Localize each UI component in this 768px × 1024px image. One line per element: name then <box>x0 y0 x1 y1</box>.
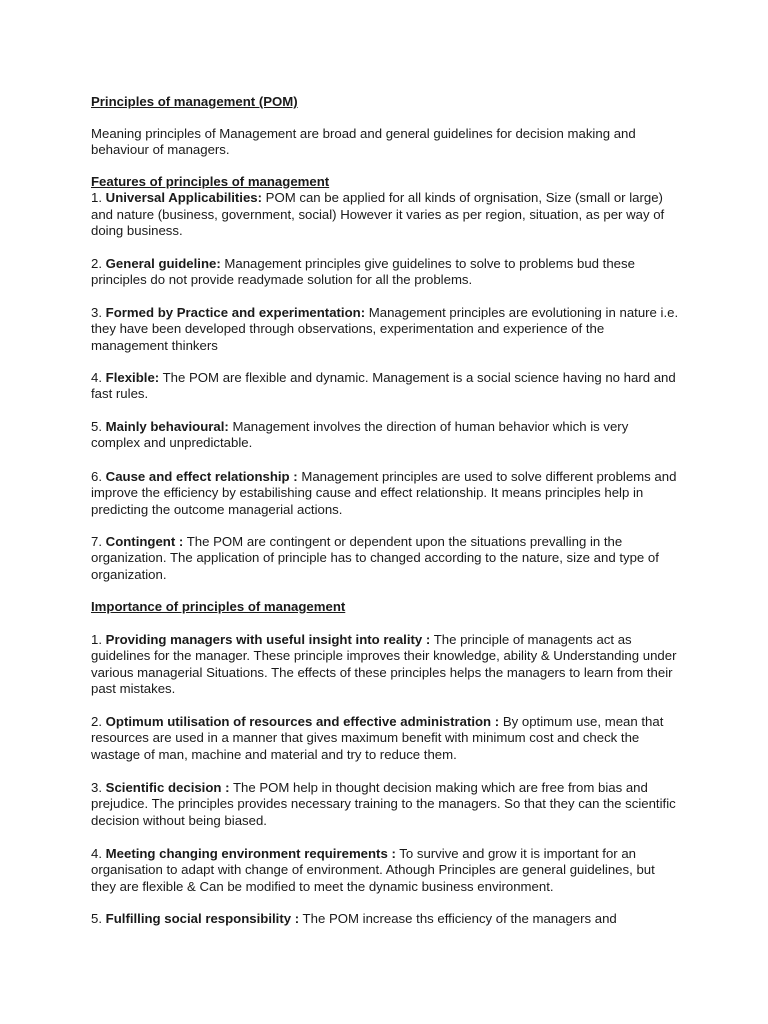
item-term: Cause and effect relationship : <box>105 469 298 484</box>
meaning-paragraph: Meaning principles of Management are broad and general guidelines for decision making and behaviour of managers. <box>91 126 636 158</box>
item-term: Mainly behavioural: <box>105 419 229 434</box>
importance-item-1 <box>91 632 681 697</box>
item-text: Management involves the direction of human behavior which is very complex and unpredictable. <box>91 419 629 451</box>
item-text: The POM are flexible and dynamic. Management is a social science having no hard and fast rules. <box>91 370 676 402</box>
feature-item-1 <box>91 174 681 239</box>
document-title: Principles of management (POM) <box>91 94 298 109</box>
item-number: 1. <box>91 632 102 647</box>
item-number: 5. <box>91 911 102 926</box>
importance-item-5 <box>91 911 681 927</box>
item-number: 3. <box>91 305 102 320</box>
feature-item-3 <box>91 305 681 354</box>
item-text: The principle of managents act as guidelines for the manager. These principle improves their knowledge, ability & Understanding under various managerial Situations. The effects of these principles helps the managers to learn from their past mistakes. <box>91 632 677 696</box>
item-text: The POM help in thought decision making which are free from bias and prejudice. The principles provides necessary training to the managers. So that they can the scientific decision without being biased. <box>91 780 676 828</box>
feature-item-5 <box>91 419 681 452</box>
item-text: Management principles give guidelines to solve to problems bud these principles do not provide readymade solution for all the problems. <box>91 256 635 288</box>
item-term: Scientific decision : <box>105 780 230 795</box>
item-term: Providing managers with useful insight into reality : <box>105 632 431 647</box>
feature-item-2 <box>91 256 681 289</box>
feature-item-7 <box>91 534 681 583</box>
importance-item-3 <box>91 780 681 829</box>
item-text: Management principles are evolutioning in nature i.e. they have been developed through observations, experimentation and experience of the management thinkers <box>91 305 679 353</box>
item-term: Contingent : <box>105 534 184 549</box>
item-text: The POM are contingent or dependent upon the situations prevalling in the organization. The application of principle has to changed according to the nature, size and type of organization. <box>91 534 659 582</box>
importance-heading-text: Importance of principles of management <box>91 599 346 614</box>
item-text: By optimum use, mean that resources are used in a manner that gives maximum benefit with minimum cost and check the wastage of man, machine and material and try to reduce them. <box>91 714 664 762</box>
importance-item-4 <box>91 846 681 895</box>
item-term: Universal Applicabilities: <box>105 190 263 206</box>
item-text: POM can be applied for all kinds of orgnisation, Size (small or large) and nature (business, government, social) However it varies as per region, situation, as per way of doing business. <box>91 190 665 238</box>
item-term: Optimum utilisation of resources and effective administration : <box>105 714 500 729</box>
item-text: To survive and grow it is important for an organisation to adapt with change of environment. Athough Principles are general guidelines, but they are flexible & Can be modified to meet the dynamic business environment. <box>91 846 655 894</box>
item-number: 5. <box>91 419 102 434</box>
item-term: General guideline: <box>105 256 221 271</box>
item-number: 6. <box>91 469 102 484</box>
item-text: Management principles are used to solve different problems and improve the efficiency by estabilishing cause and effect relationship. It means principles help in predicting the outcome managerial actions. <box>91 469 677 517</box>
feature-item-6 <box>91 469 681 518</box>
item-number: 4. <box>91 370 102 385</box>
item-number: 7. <box>91 534 102 549</box>
item-text: The POM increase ths efficiency of the managers and <box>299 911 617 926</box>
item-term: Formed by Practice and experimentation: <box>105 305 366 320</box>
item-term: Flexible: <box>105 370 160 385</box>
features-heading: Features of principles of management <box>91 174 330 189</box>
importance-item-2 <box>91 714 681 763</box>
importance-heading <box>91 599 681 615</box>
item-number: 4. <box>91 846 102 861</box>
feature-item-4 <box>91 370 681 403</box>
item-number: 2. <box>91 714 102 729</box>
item-term: Meeting changing environment requirements : <box>105 846 396 861</box>
item-term: Fulfilling social responsibility : <box>105 911 300 926</box>
item-number: 1. <box>91 190 102 206</box>
item-number: 2. <box>91 256 102 271</box>
item-number: 3. <box>91 780 102 795</box>
